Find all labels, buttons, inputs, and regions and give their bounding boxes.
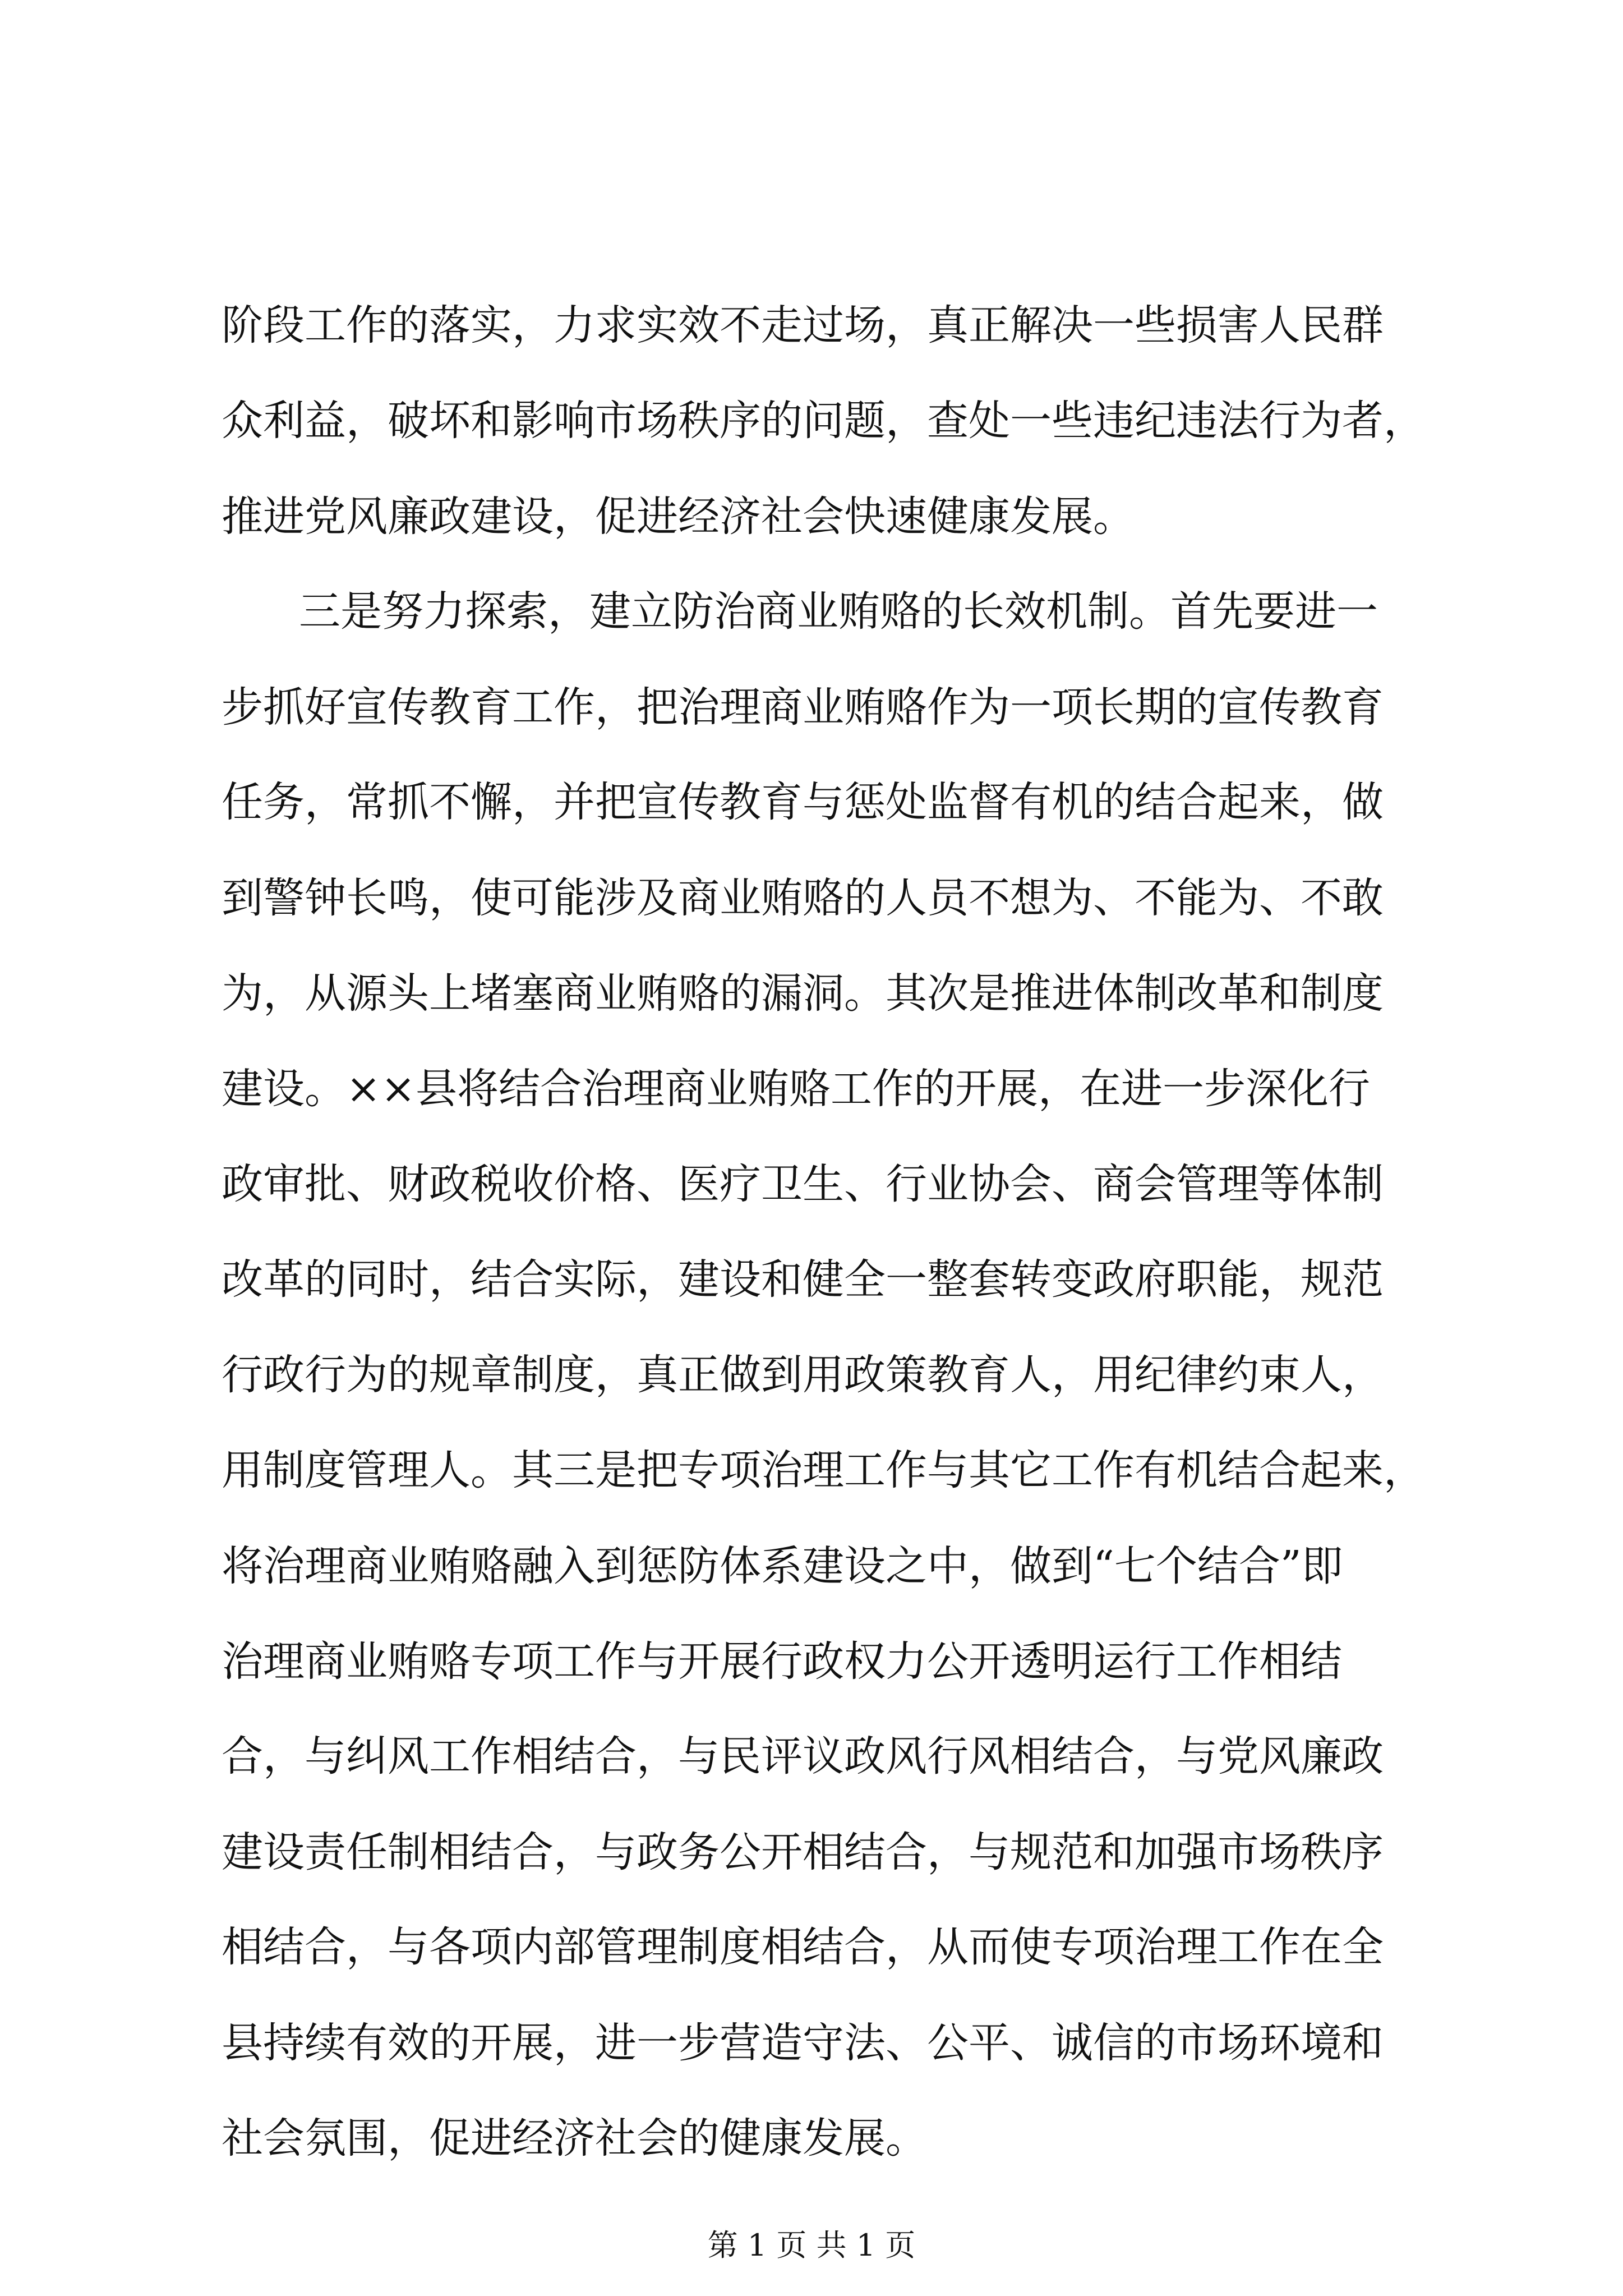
body-line-4-paragraph-start: 三是努力探索，建立防治商业贿赂的长效机制。首先要进一: [299, 587, 1378, 636]
body-line-7: 到警钟长鸣，使可能涉及商业贿赂的人员不想为、不能为、不敢: [222, 874, 1384, 922]
body-line-2: 众利益，破坏和影响市场秩序的问题，查处一些违纪违法行为者，: [222, 397, 1425, 445]
body-line-9: 建设。××县将结合治理商业贿赂工作的开展，在进一步深化行: [222, 1065, 1371, 1113]
body-line-8: 为，从源头上堵塞商业贿赂的漏洞。其次是推进体制改革和制度: [222, 969, 1384, 1018]
body-line-11: 改革的同时，结合实际，建设和健全一整套转变政府职能，规范: [222, 1255, 1384, 1304]
body-line-18: 相结合，与各项内部管理制度相结合，从而使专项治理工作在全: [222, 1923, 1384, 1971]
body-line-5: 步抓好宣传教育工作，把治理商业贿赂作为一项长期的宣传教育: [222, 683, 1384, 731]
body-line-10: 政审批、财政税收价格、医疗卫生、行业协会、商会管理等体制: [222, 1160, 1384, 1208]
body-line-12: 行政行为的规章制度，真正做到用政策教育人，用纪律约束人，: [222, 1351, 1384, 1399]
page-footer: 第 1 页 共 1 页: [707, 2228, 916, 2263]
body-line-16: 合，与纠风工作相结合，与民评议政风行风相结合，与党风廉政: [222, 1732, 1384, 1780]
body-line-13: 用制度管理人。其三是把专项治理工作与其它工作有机结合起来，: [222, 1446, 1425, 1494]
body-line-6: 任务，常抓不懈，并把宣传教育与惩处监督有机的结合起来，做: [222, 778, 1384, 826]
body-line-14: 将治理商业贿赂融入到惩防体系建设之中，做到“七个结合”即: [222, 1542, 1343, 1590]
body-line-1: 阶段工作的落实，力求实效不走过场，真正解决一些损害人民群: [222, 301, 1384, 349]
body-line-17: 建设责任制相结合，与政务公开相结合，与规范和加强市场秩序: [222, 1828, 1384, 1876]
body-line-15: 治理商业贿赂专项工作与开展行政权力公开透明运行工作相结: [222, 1637, 1342, 1686]
body-line-20: 社会氛围，促进经济社会的健康发展。: [222, 2114, 927, 2162]
body-line-3: 推进党风廉政建设，促进经济社会快速健康发展。: [222, 493, 1135, 541]
body-line-19: 县持续有效的开展，进一步营造守法、公平、诚信的市场环境和: [222, 2019, 1384, 2067]
